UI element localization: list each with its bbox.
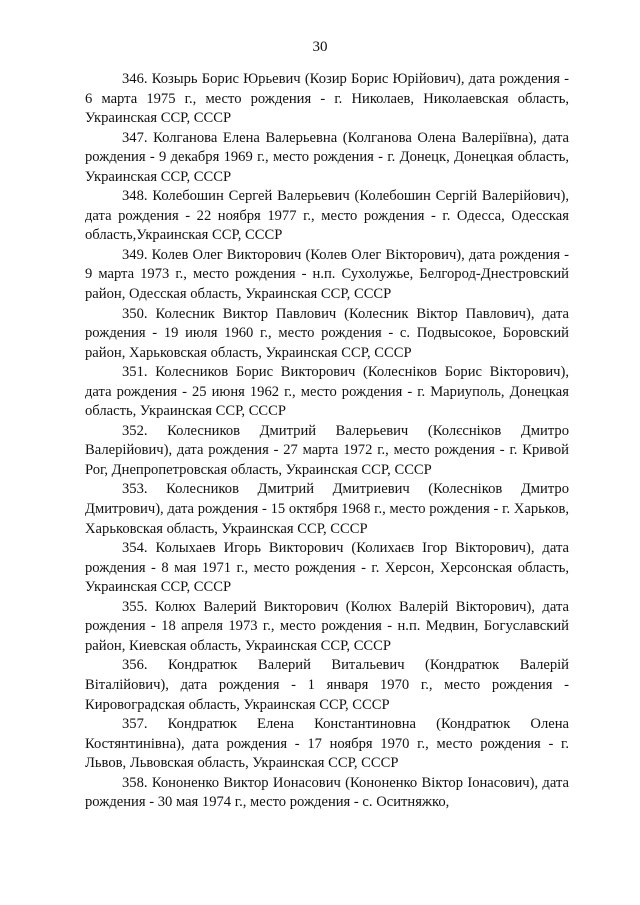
- list-item-350: 350. Колесник Виктор Павлович (Колесник Віктор Павлович), дата рождения - 19 июля 1960 г., место рождения - с. Подвысокое, Боровский район, Харьковская область, Украинская ССР, СССР: [85, 305, 569, 361]
- list-item-349: 349. Колев Олег Викторович (Колев Олег Вікторович), дата рождения - 9 марта 1973 г., место рождения - н.п. Сухолужье, Белгород-Днестровский район, Одесская область, Украинская ССР, СССР: [85, 246, 569, 303]
- list-item-355: 355. Колюх Валерий Викторович (Колюх Валерій Вікторович), дата рождения - 18 апреля 1973 г., место рождения - н.п. Медвин, Богуславский район, Киевская область, Украинская ССР, СССР: [85, 598, 569, 654]
- list-item-351: 351. Колесников Борис Викторович (Колесніков Борис Вікторович), дата рождения - 25 июня 1962 г., место рождения - г. Мариуполь, Донецкая область, Украинская ССР, СССР: [85, 364, 569, 420]
- list-item-348: 348. Колебошин Сергей Валерьевич (Колебошин Сергій Валерійович), дата рождения - 22 ноября 1977 г., место рождения - г. Одесса, Одесская область,Украинская ССР, СССР: [85, 188, 569, 244]
- list-item-354: 354. Колыхаев Игорь Викторович (Колихаєв Ігор Вікторович), дата рождения - 8 мая 1971 г., место рождения - г. Херсон, Херсонская область, Украинская ССР, СССР: [85, 540, 569, 596]
- list-item-346: 346. Козырь Борис Юрьевич (Козир Борис Юрійович), дата рождения - 6 марта 1975 г., место рождения - г. Николаев, Николаевская область, Украинская ССР, СССР: [85, 71, 569, 127]
- list-item-358: 358. Кононенко Виктор Ионасович (Кононенко Віктор Іонасович), дата рождения - 30 мая 1974 г., место рождения - с. Оситняжко,: [85, 774, 569, 811]
- entry-list: [85, 70, 569, 813]
- list-item-353: 353. Колесников Дмитрий Дмитриевич (Колесніков Дмитро Дмитрович), дата рождения - 15 октября 1968 г., место рождения - г. Харьков, Харьковская область, Украинская ССР, СССР: [85, 481, 569, 537]
- list-item-356: 356. Кондратюк Валерий Витальевич (Кондратюк Валерій Віталійович), дата рождения - 1 января 1970 г., место рождения - Кировоградская область, Украинская ССР, СССР: [85, 657, 569, 713]
- page-number: 30: [312, 39, 328, 55]
- list-item-357: 357. Кондратюк Елена Константиновна (Кондратюк Олена Костянтинівна), дата рождения - 17 ноября 1970 г., место рождения - г. Львов, Львовская область, Украинская ССР, СССР: [85, 716, 569, 772]
- list-item-347: 347. Колганова Елена Валерьевна (Колганова Олена Валеріївна), дата рождения - 9 декабря 1969 г., место рождения - г. Донецк, Донецкая область, Украинская ССР, СССР: [85, 129, 569, 185]
- list-item-352: 352. Колесников Дмитрий Валерьевич (Колєсніков Дмитро Валерійович), дата рождения - 27 марта 1972 г., место рождения - г. Кривой Рог, Днепропетровская область, Украинская ССР, СССР: [85, 422, 569, 478]
